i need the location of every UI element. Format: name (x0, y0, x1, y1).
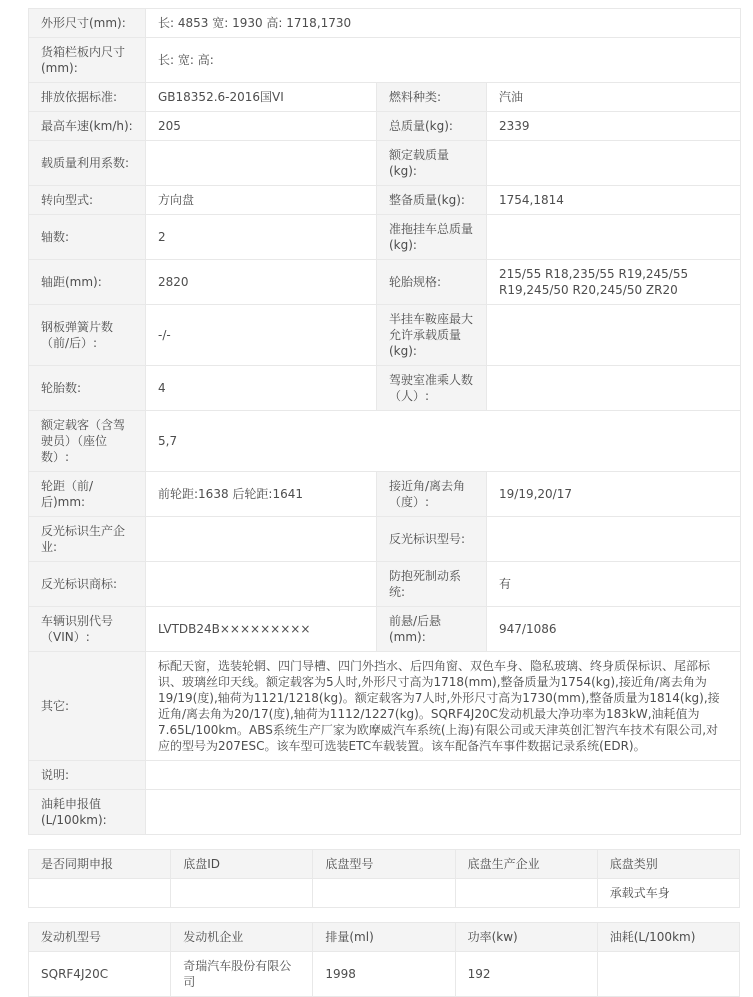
spec-label: 最高车速(km/h): (29, 112, 146, 141)
spec-value: LVTDB24B××××××××× (146, 607, 377, 652)
spec-value (146, 517, 377, 562)
chassis-header: 底盘生产企业 (455, 850, 597, 879)
spec-value: 2 (146, 215, 377, 260)
spec-row-tire-count (29, 366, 741, 411)
spec-row-load-factor (29, 141, 741, 186)
chassis-cell (29, 879, 171, 908)
spec-label: 整备质量(kg): (377, 186, 487, 215)
spec-value (487, 141, 741, 186)
spec-label: 货箱栏板内尺寸(mm): (29, 38, 146, 83)
spec-value: 2820 (146, 260, 377, 305)
engine-header: 排量(ml) (313, 923, 455, 952)
engine-header: 功率(kw) (455, 923, 597, 952)
spec-value: -/- (146, 305, 377, 366)
spec-value: 方向盘 (146, 186, 377, 215)
spec-label: 准拖挂车总质量(kg): (377, 215, 487, 260)
spec-value: 215/55 R18,235/55 R19,245/55 R19,245/50 R20,245/50 ZR20 (487, 260, 741, 305)
spec-value: 前轮距:1638 后轮距:1641 (146, 472, 377, 517)
spec-value: 2339 (487, 112, 741, 141)
engine-cell-maker: 奇瑞汽车股份有限公司 (171, 952, 313, 997)
spec-row-speed-mass (29, 112, 741, 141)
spec-value (146, 141, 377, 186)
spec-label: 反光标识生产企业: (29, 517, 146, 562)
spec-row-other (29, 652, 741, 761)
spec-label: 反光标识型号: (377, 517, 487, 562)
chassis-cell: 承载式车身 (597, 879, 739, 908)
spec-label: 轮胎规格: (377, 260, 487, 305)
spec-value (487, 305, 741, 366)
spec-label: 燃料种类: (377, 83, 487, 112)
spec-label: 外形尺寸(mm): (29, 9, 146, 38)
spec-row-wheelbase-tires (29, 260, 741, 305)
chassis-header: 底盘型号 (313, 850, 455, 879)
spec-row-springs (29, 305, 741, 366)
spec-label: 轮距（前/后)mm: (29, 472, 146, 517)
spec-value (146, 562, 377, 607)
spec-value: 947/1086 (487, 607, 741, 652)
spec-value-other-notes: 标配天窗，选装轮辋、四门导槽、四门外挡水、后四角窗、双色车身、隐私玻璃、终身质保标识、尾部标识、玻璃丝印天线。额定载客为5人时,外形尺寸高为1718(mm),整备质量为1754(kg),接近角/离去角为19/19(度),轴荷为1121/1218(kg)。额定载客为7人时,外形尺寸高为1730(mm),整备质量为1814(kg),接近角/离去角为20/17(度),轴荷为1112/1227(kg)。SQRF4J20C发动机最大净功率为183kW,油耗值为7.65L/100km。ABS系统生产厂家为欧摩威汽车系统(上海)有限公司或天津英创汇智汽车技术有限公司,对应的型号为207ESC。该车型可选装ETC车载装置。该车配备汽车事件数据记录系统(EDR)。 (146, 652, 741, 761)
spec-label: 半挂车鞍座最大允许承载质量(kg): (377, 305, 487, 366)
engine-table (28, 922, 740, 997)
chassis-table (28, 849, 740, 908)
spec-value: 5,7 (146, 411, 741, 472)
spec-value (146, 790, 741, 835)
chassis-data-row (29, 879, 740, 908)
spec-label: 轴距(mm): (29, 260, 146, 305)
spec-label: 说明: (29, 761, 146, 790)
spec-label: 驾驶室准乘人数（人）: (377, 366, 487, 411)
spec-row-emission-fuel (29, 83, 741, 112)
engine-data-row (29, 952, 740, 997)
spec-row-reflective-brand-abs (29, 562, 741, 607)
spec-label: 轴数: (29, 215, 146, 260)
spec-value (146, 761, 741, 790)
spec-row-steering-curb (29, 186, 741, 215)
engine-header: 油耗(L/100km) (597, 923, 739, 952)
spec-label: 接近角/离去角（度）: (377, 472, 487, 517)
spec-label: 钢板弹簧片数（前/后）: (29, 305, 146, 366)
spec-value: 4 (146, 366, 377, 411)
spec-row-dimensions (29, 9, 741, 38)
spec-label: 额定载客（含驾驶员）（座位数）: (29, 411, 146, 472)
spec-label: 排放依据标准: (29, 83, 146, 112)
engine-cell-model: SQRF4J20C (29, 952, 171, 997)
spec-value: 汽油 (487, 83, 741, 112)
engine-cell-displacement: 1998 (313, 952, 455, 997)
spec-label: 油耗申报值(L/100km): (29, 790, 146, 835)
spec-row-fuel-declared (29, 790, 741, 835)
engine-header-row (29, 923, 740, 952)
spec-label: 载质量利用系数: (29, 141, 146, 186)
spec-value (487, 215, 741, 260)
spec-row-reflective-maker (29, 517, 741, 562)
spec-value: 长: 4853 宽: 1930 高: 1718,1730 (146, 9, 741, 38)
spec-value: 长: 宽: 高: (146, 38, 741, 83)
spec-value: 19/19,20/17 (487, 472, 741, 517)
chassis-cell (313, 879, 455, 908)
chassis-header: 底盘类别 (597, 850, 739, 879)
spec-row-remarks (29, 761, 741, 790)
spec-value (487, 517, 741, 562)
spec-value (487, 366, 741, 411)
spec-row-vin-overhang (29, 607, 741, 652)
spec-row-cargo-box (29, 38, 741, 83)
chassis-cell (455, 879, 597, 908)
spec-value: 1754,1814 (487, 186, 741, 215)
spec-row-track-angles (29, 472, 741, 517)
chassis-header-row (29, 850, 740, 879)
engine-header: 发动机型号 (29, 923, 171, 952)
spec-value: 205 (146, 112, 377, 141)
engine-cell-fuel (597, 952, 739, 997)
spec-label: 防抱死制动系统: (377, 562, 487, 607)
spec-row-axles (29, 215, 741, 260)
spec-label: 总质量(kg): (377, 112, 487, 141)
spec-label: 前悬/后悬(mm): (377, 607, 487, 652)
spec-label: 轮胎数: (29, 366, 146, 411)
spec-label: 额定载质量(kg): (377, 141, 487, 186)
chassis-header: 底盘ID (171, 850, 313, 879)
spec-value: 有 (487, 562, 741, 607)
chassis-cell (171, 879, 313, 908)
spec-table (28, 8, 741, 835)
spec-label: 车辆识别代号（VIN）: (29, 607, 146, 652)
engine-header: 发动机企业 (171, 923, 313, 952)
engine-cell-power: 192 (455, 952, 597, 997)
spec-row-seats (29, 411, 741, 472)
chassis-header: 是否同期申报 (29, 850, 171, 879)
spec-value: GB18352.6-2016国VI (146, 83, 377, 112)
spec-label: 反光标识商标: (29, 562, 146, 607)
spec-label: 转向型式: (29, 186, 146, 215)
spec-label: 其它: (29, 652, 146, 761)
